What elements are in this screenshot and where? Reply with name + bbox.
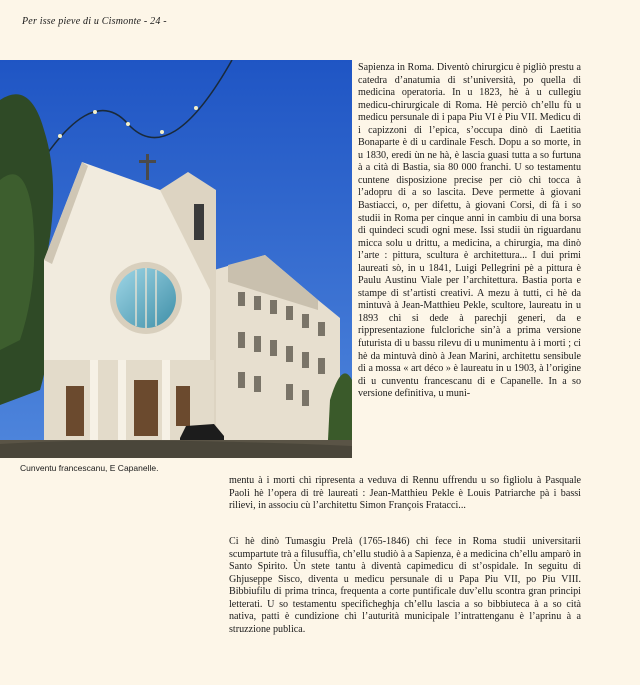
paragraph-1-continuation: mentu à i morti chì ripresenta a veduva di Rennu uffrendu u so figliolu à Pasquale Paoli hè l’opera di trè laureati : Jean-Matthieu Pekle è Louis Patriarche pà i bassi rilievi, in associu cù l’architettu Simon François Fratacci... bbox=[229, 475, 581, 512]
text-paragraph-2 bbox=[229, 536, 581, 636]
paragraph-2: Ci hè dinò Tumasgiu Prelà (1765-1846) chì fece in Roma studii universitarii scumpartute trà a filusuffia, ch’ellu studiò à a Sapienza, è a medicina ch’ellu amparò in Santo Spirito. Ùn stete tantu à diventà capimedicu di st’ospidale. In seguitu di Ghjuseppe Sisco, diventa u medicu persunale di u Papa Piu VII, po Piu VIII. Bibbiufilu di prima trinca, frequenta a corte puntificale duv’ellu scontra gran principi letterati. U so testamentu specificheghja ch’ellu lascia a so bibbiuteca à a so cità nativa, patti è cundizione chì l’auturità municipale l’intrattenganu è l’aprinu à a struzzione publica. bbox=[229, 536, 581, 635]
convent-photo bbox=[0, 60, 352, 458]
paragraph-1: Sapienza in Roma. Diventò chirurgicu è pigliò prestu a catedra d’anatumia di st’università, po quella di medicina operatoria. In u 1823, hè à u cullegiu medicu-chirurgicale di Roma. Hè perciò ch’ellu fù u medicu persunale di i papa Piu VI è Piu VII. Medicu di i capizzoni di l’epica, s’occupa dinò di Laetitia Bonaparte è di u cardinale Fesch. Dopu a so morte, in u 1830, eredi ùn ne hà, è lascia guasi tutta a so furtuna à a cità di Bastia, sia 80 000 franchi. U so testamentu cuntene disposizione precise per ciò chì tocca à l’adopru di a so lascita. Deve permette à giovani Bastiacci, o, per difettu, à giovani Corsi, di fà i so studii in Roma per cinque anni in cambiu di una borsa di quindeci scudi ogni mese. Issi studii ùn riguardanu micca solu u drittu, a medicina, a chirurgia, ma dinò l’arte : pittura, scultura è architettura... I dui primi laureati sò, in u 1841, Luigi Pellegrini pè a pittura è Paulu Austinu Viale per l’architettura. Bastia porta e stampe di st’artisti creativi. A mezu à tutti, ci hè da mintuvà à Jean-Matthieu Pekle, scultore, laureatu in u 1893 chì si dede à parechji generi, da e rippresentazione fulcloriche sin’à a prima versione futurista di u bassu rilevu di u munimentu à i morti ; ci hè da mintuvà dinò à Jean Marini, architettu sensibule di a mossa « art déco » è laureatu in u 1903, à l’origine di u cunventu francescanu di e Capanelle. In a so versione definitiva, u muni- bbox=[358, 62, 581, 400]
text-continuation bbox=[229, 475, 581, 513]
photo-caption: Cunventu francescanu, E Capanelle. bbox=[20, 463, 159, 473]
page-header: Per isse pieve di u Cismonte - 24 - bbox=[22, 16, 167, 27]
text-column-right bbox=[358, 62, 581, 401]
